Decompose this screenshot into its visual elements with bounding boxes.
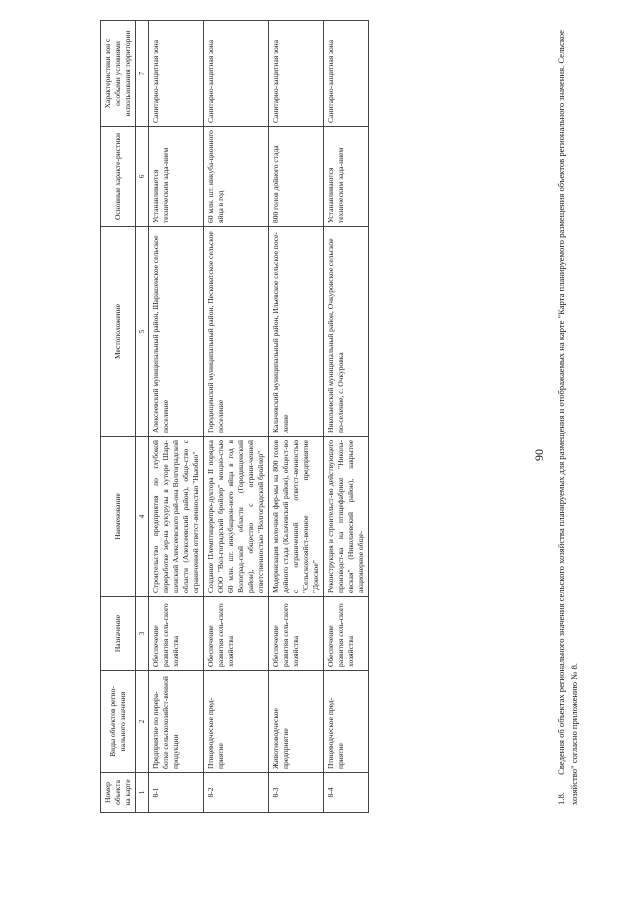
index-cell: 6 [136, 127, 149, 227]
section-heading [555, 25, 580, 805]
index-cell: 5 [136, 227, 149, 437]
index-cell: 1 [136, 773, 149, 813]
cell-zone: Санитарно-защитная зона [149, 21, 204, 127]
index-cell: 7 [136, 21, 149, 127]
cell-number: 8-3 [269, 773, 324, 813]
cell-kind: Птицеводческое пред-приятие [324, 671, 369, 773]
cell-name: Модернизация молочной фер-мы на 800 голов дойного стада (Калачевский район), общест-во с ограниченной ответст-венностью "Сельскохозяйст-венное предприятие "Донское" [269, 437, 324, 597]
table-index-row [136, 21, 149, 813]
cell-location: Николаевский муниципальный район, Очкуровское сельское по-селение, с. Очкуровка [324, 227, 369, 437]
cell-name: Создание Племптицерепро-дуктора II порядка ООО "Вол-гоградский бройлер" мощно-стью 60 млн. шт. инкубацион-ного яйца в год в Волоград-ской области (Городищенский район), общество с ограни-ченной ответственностью "Волгоградский бройлер" [204, 437, 269, 597]
index-cell: 2 [136, 671, 149, 773]
cell-kind: Птицеводческое пред-приятие [204, 671, 269, 773]
cell-location: Алексеевский муниципальный район, Шарашенское сельское поселение [149, 227, 204, 437]
section-number: 1.8. [556, 792, 566, 805]
cell-characteristics: Устанавливаются техническим зада-нием [324, 127, 369, 227]
header-zone: Характеристики зон с особыми условиями использования территории [101, 21, 136, 127]
cell-name: Строительство предприятия по глубокой переработке зер-на кукурузы в хуторе Шара-шенский Алексеевского рай-она Волгоградской области (Алексеевский район), обще-ство с ограниченной ответст-венностью "Ньюбио" [149, 437, 204, 597]
table-header-row [101, 21, 136, 813]
cell-zone: Санитарно-защитная зона [324, 21, 369, 127]
index-cell: 4 [136, 437, 149, 597]
cell-zone: Санитарно-защитная зона [204, 21, 269, 127]
header-location: Местоположение [101, 227, 136, 437]
cell-kind: Предприятие по перера-ботке сельскохозяйст-венной продукции [149, 671, 204, 773]
cell-characteristics: 60 млн. шт. инкуба-ционного яйца в год [204, 127, 269, 227]
cell-purpose: Обеспечение развития сель-ского хозяйства [149, 597, 204, 671]
table-row [204, 21, 269, 813]
cell-characteristics: 800 голов дойного стада [269, 127, 324, 227]
section-title: Сведения об объектах регионального значения сельского хозяйства планируемых для размещения и отображаемых на карте "Карта планируемого размещения объектов регионального значения. Сельское хозяйство" согласно приложению № 8. [556, 30, 579, 805]
cell-number: 8-2 [204, 773, 269, 813]
cell-purpose: Обеспечение развития сель-ского хозяйства [204, 597, 269, 671]
cell-number: 8-1 [149, 773, 204, 813]
cell-kind: Животноводческое предприятие [269, 671, 324, 773]
table-row [149, 21, 204, 813]
cell-name: Реконструкция и строительст-во действующего производст-ва на птицефабрике "Никола-евская" (Николаевский район), закрытое акционерное обще- [324, 437, 369, 597]
page-number: 90 [532, 449, 546, 461]
cell-purpose: Обеспечение развития сель-ского хозяйства [324, 597, 369, 671]
table-row [269, 21, 324, 813]
index-cell: 3 [136, 597, 149, 671]
cell-characteristics: Устанавливается техническим зада-нием [149, 127, 204, 227]
objects-table [100, 20, 369, 813]
cell-location: Калачевский муниципальный район, Ильевское сельское посе-ление [269, 227, 324, 437]
header-purpose: Назначение [101, 597, 136, 671]
cell-number: 8-4 [324, 773, 369, 813]
cell-location: Городищенский муниципальный район, Песковатское сельское поселение [204, 227, 269, 437]
header-characteristics: Основные характе-ристики [101, 127, 136, 227]
cell-zone: Санитарно-защитная зона [269, 21, 324, 127]
table-row [324, 21, 369, 813]
cell-purpose: Обеспечение развития сель-ского хозяйства [269, 597, 324, 671]
header-number: Номер объекта на карте [101, 773, 136, 813]
header-kind: Виды объектов регио-нального значения [101, 671, 136, 773]
header-name: Наименование [101, 437, 136, 597]
